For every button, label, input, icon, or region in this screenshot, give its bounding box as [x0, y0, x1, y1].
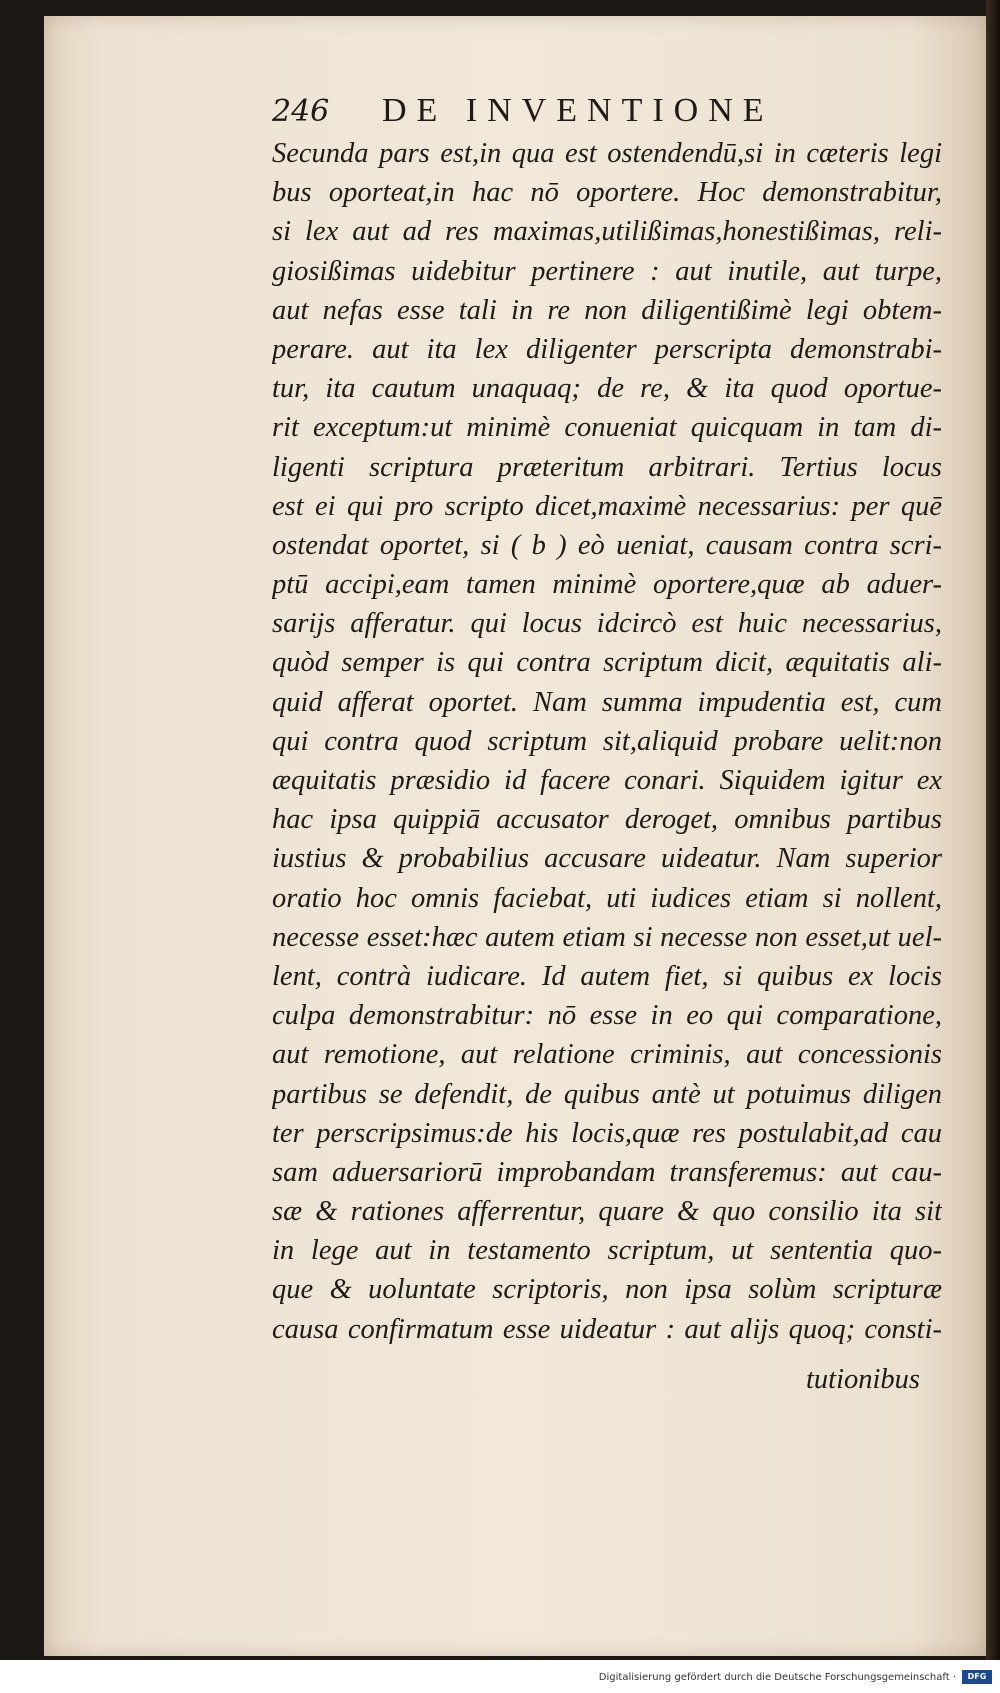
text-line: partibus se defendit, de quibus antè ut potuimus diligen [272, 1078, 942, 1110]
text-line: rit exceptum:ut minimè conueniat quicquam in tam di- [272, 412, 942, 444]
text-line: iustius & probabilius accusare uideatur. Nam superior [272, 843, 942, 875]
running-head [272, 92, 932, 138]
page-edge [986, 0, 1000, 1693]
text-line: ostendat oportet, si ( b ) eò ueniat, causam contra scri- [272, 529, 942, 561]
text-line: æquitatis præsidio id facere conari. Siquidem igitur ex [272, 765, 942, 796]
digitization-credit: Digitalisierung gefördert durch die Deutsche Forschungsgemeinschaft · [598, 1672, 956, 1683]
text-line: quòd semper is qui contra scriptum dicit, æquitatis ali- [272, 647, 942, 679]
text-line: Secunda pars est,in qua est ostendendū,si in cæteris legi [272, 138, 942, 169]
text-line: ter perscripsimus:de his locis,quæ res postulabit,ad cau [272, 1117, 942, 1149]
page-number: 246 [272, 94, 330, 129]
text-line: aut nefas esse tali in re non diligentißimè legi obtem- [272, 294, 942, 326]
text-line: quid afferat oportet. Nam summa impudentia est, cum [272, 686, 942, 718]
text-line: necesse esset:hæc autem etiam si necesse non esset,ut uel- [272, 921, 942, 953]
text-line: si lex aut ad res maximas,utilißimas,honestißimas, reli- [272, 216, 942, 248]
text-line: oratio hoc omnis faciebat, uti iudices etiam si nollent, [272, 882, 942, 914]
text-line: aut remotione, aut relatione criminis, aut concessionis [272, 1039, 942, 1071]
dfg-logo: DFG [962, 1670, 992, 1684]
text-line: ligenti scriptura præteritum arbitrari. Tertius locus [272, 451, 942, 483]
text-line: in lege aut in testamento scriptum, ut sententia quo- [272, 1235, 942, 1267]
text-line: qui contra quod scriptum sit,aliquid probare uelit:non [272, 725, 942, 757]
text-line: lent, contrà iudicare. Id autem fiet, si quibus ex locis [272, 960, 942, 992]
text-line: sarijs afferatur. qui locus idcircò est huic necessarius, [272, 608, 942, 640]
text-line: giosißimas uidebitur pertinere : aut inutile, aut turpe, [272, 255, 942, 287]
text-line: bus oporteat,in hac nō oportere. Hoc demonstrabitur, [272, 177, 942, 209]
running-title: DE INVENTIONE [382, 92, 774, 129]
body-text [272, 134, 942, 1349]
text-line: tur, ita cautum unaquaq; de re, & ita quod oportue- [272, 373, 942, 405]
text-line: sæ & rationes afferrentur, quare & quo consilio ita sit [272, 1196, 942, 1228]
text-line: perare. aut ita lex diligenter perscripta demonstrabi- [272, 333, 942, 365]
text-line: ptū accipi,eam tamen minimè oportere,quæ ab aduer- [272, 569, 942, 601]
text-line: causa confirmatum esse uideatur : aut alijs quoq; consti- [272, 1313, 942, 1345]
text-line: que & uoluntate scriptoris, non ipsa solùm scripturæ [272, 1274, 942, 1306]
text-line: hac ipsa quippiā accusator deroget, omnibus partibus [272, 804, 942, 836]
catchword: tutionibus [806, 1364, 921, 1395]
text-line: est ei qui pro scripto dicet,maximè necessarius: per quē [272, 490, 942, 522]
text-line: culpa demonstrabitur: nō esse in eo qui comparatione, [272, 1000, 942, 1032]
text-line: sam aduersariorū improbandam transferemus: aut cau- [272, 1156, 942, 1188]
